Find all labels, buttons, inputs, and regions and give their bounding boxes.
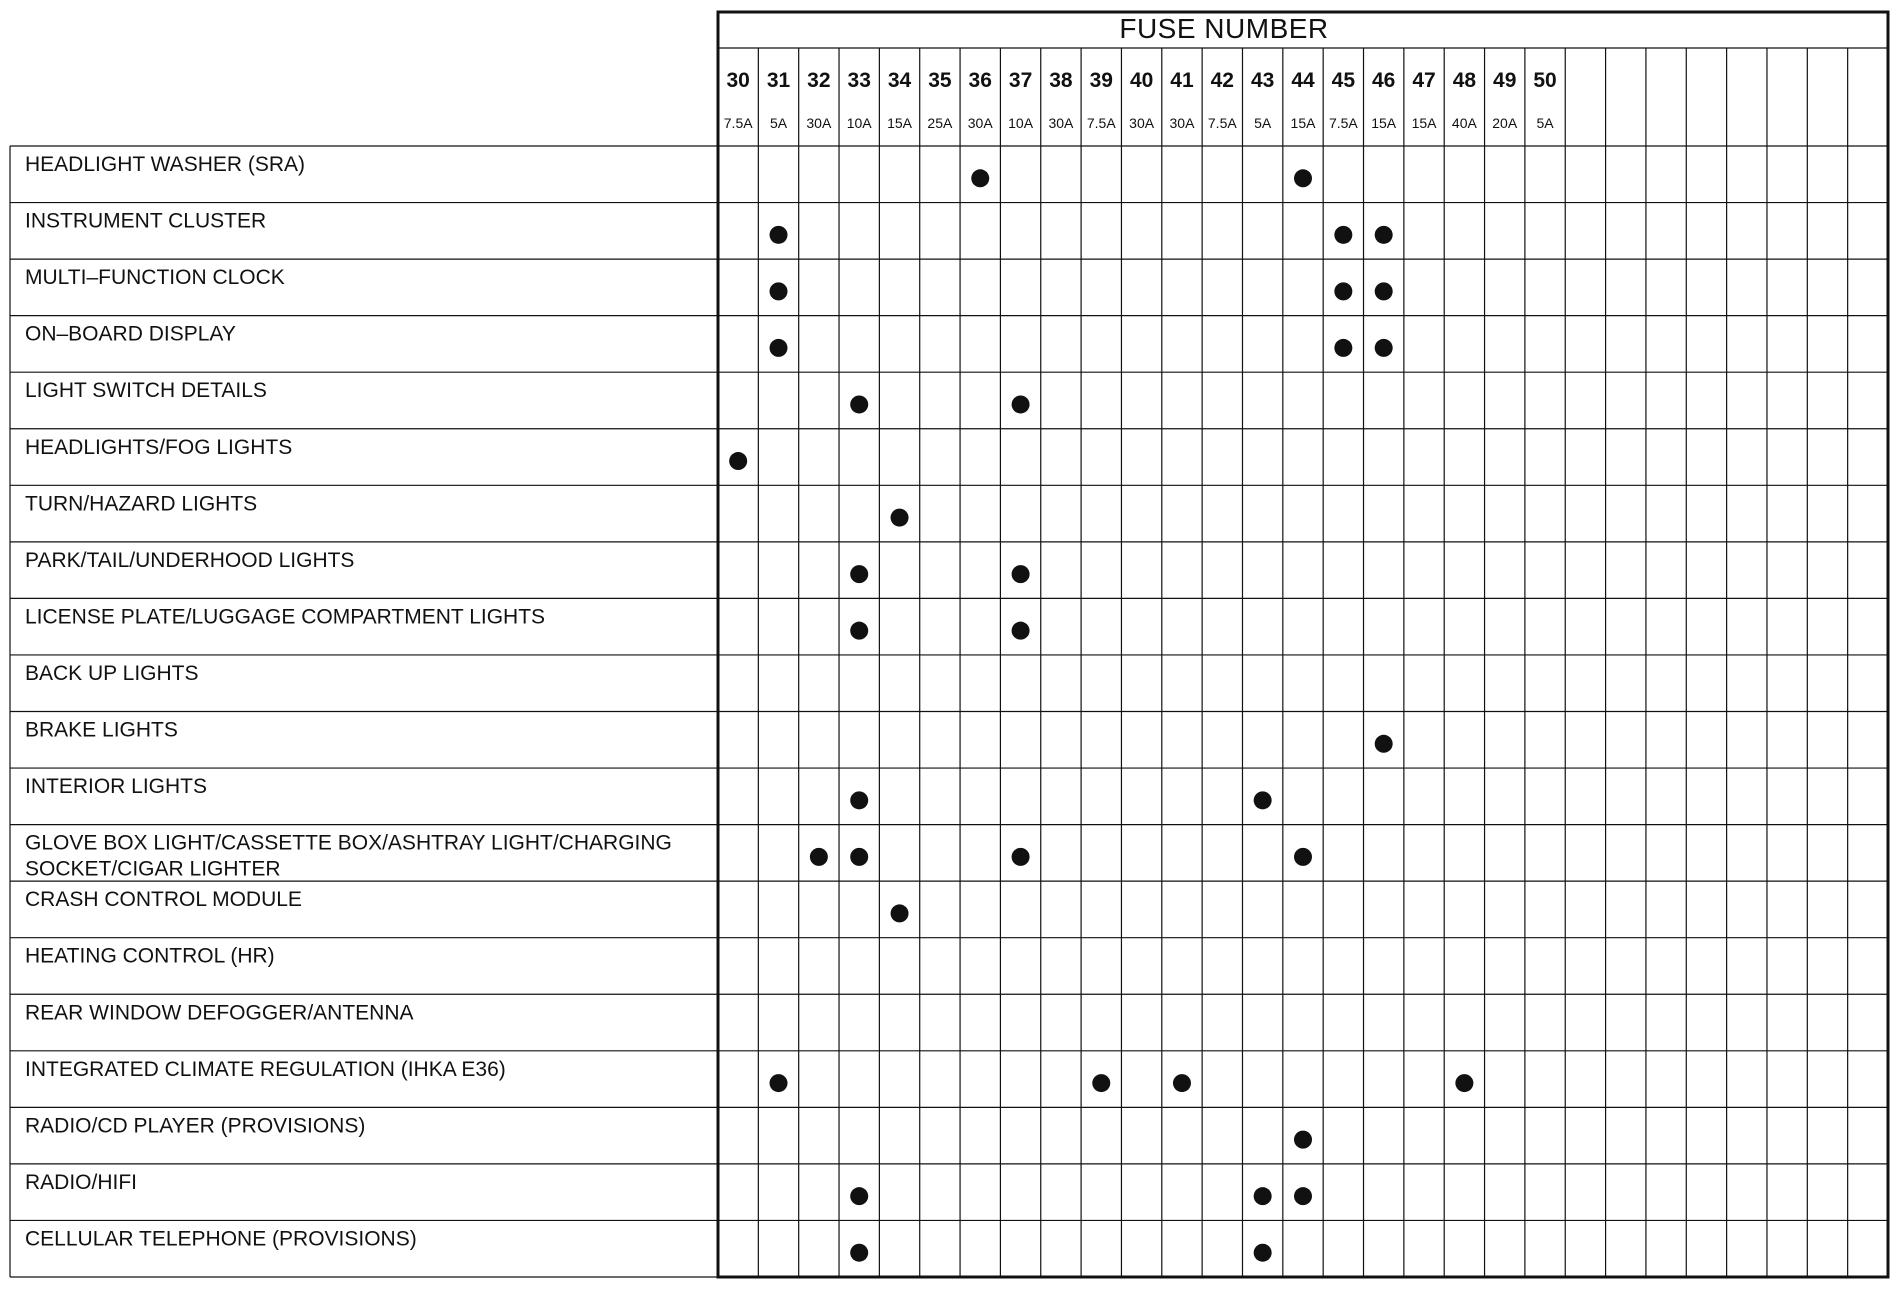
fuse-dot: [770, 339, 788, 357]
row-label: INSTRUMENT CLUSTER: [25, 209, 267, 233]
fuse-dot: [770, 282, 788, 300]
fuse-rating-label: 30A: [806, 115, 832, 131]
row-label: BACK UP LIGHTS: [25, 661, 199, 685]
fuse-number-label: 37: [1008, 69, 1033, 92]
fuse-rating-label: 15A: [887, 115, 913, 131]
fuse-number-header: FUSE NUMBER: [1119, 13, 1329, 44]
fuse-number-label: 40: [1129, 69, 1154, 92]
fuse-number-label: 49: [1493, 69, 1517, 92]
fuse-rating-label: 7.5A: [1207, 115, 1237, 131]
fuse-dot: [971, 169, 989, 187]
fuse-rating-label: 7.5A: [1086, 115, 1116, 131]
fuse-dot: [1012, 622, 1030, 640]
fuse-dot: [850, 1187, 868, 1205]
fuse-dot: [810, 848, 828, 866]
fuse-dot: [850, 1244, 868, 1262]
fuse-dot: [891, 509, 909, 527]
fuse-number-label: 39: [1089, 69, 1113, 92]
fuse-rating-label: 40A: [1451, 115, 1477, 131]
row-label: REAR WINDOW DEFOGGER/ANTENNA: [25, 1001, 414, 1025]
row-label: BRAKE LIGHTS: [25, 718, 178, 742]
fuse-dot: [1294, 1131, 1312, 1149]
fuse-rating-label: 15A: [1411, 115, 1437, 131]
fuse-dot: [770, 1074, 788, 1092]
row-label: ON–BOARD DISPLAY: [25, 322, 236, 346]
fuse-number-label: 42: [1210, 69, 1234, 92]
fuse-rating-label: 7.5A: [723, 115, 753, 131]
fuse-dot: [1334, 339, 1352, 357]
fuse-dot: [1375, 339, 1393, 357]
fuse-dot: [1092, 1074, 1110, 1092]
fuse-number-label: 31: [766, 69, 791, 92]
fuse-number-label: 50: [1533, 69, 1557, 92]
row-label: MULTI–FUNCTION CLOCK: [25, 266, 285, 290]
fuse-dot: [1334, 282, 1352, 300]
grid-lines: [10, 12, 1888, 1277]
fuse-dot: [850, 395, 868, 413]
fuse-number-label: 38: [1049, 69, 1073, 92]
fuse-dot: [891, 904, 909, 922]
fuse-rating-label: 20A: [1492, 115, 1518, 131]
grid-frame: [718, 12, 1888, 1277]
fuse-dot: [729, 452, 747, 470]
row-label: RADIO/HIFI: [25, 1170, 138, 1194]
fuse-dot: [1294, 1187, 1312, 1205]
row-label: HEADLIGHT WASHER (SRA): [25, 153, 306, 176]
fuse-dot: [850, 791, 868, 809]
fuse-dot: [1254, 1187, 1272, 1205]
fuse-rating-label: 25A: [927, 115, 953, 131]
row-label: CELLULAR TELEPHONE (PROVISIONS): [25, 1227, 417, 1251]
row-label: PARK/TAIL/UNDERHOOD LIGHTS: [25, 548, 355, 572]
row-label: LICENSE PLATE/LUGGAGE COMPARTMENT LIGHTS: [25, 605, 546, 629]
fuse-number-label: 47: [1412, 69, 1436, 92]
fuse-number-label: 48: [1452, 69, 1477, 92]
fuse-dots: [729, 169, 1473, 1261]
column-headers: [724, 69, 1557, 131]
row-label: RADIO/CD PLAYER (PROVISIONS): [25, 1114, 366, 1138]
fuse-rating-label: 10A: [846, 115, 872, 131]
fuse-number-label: 32: [807, 69, 831, 92]
fuse-dot: [1012, 848, 1030, 866]
fuse-dot: [850, 622, 868, 640]
fuse-dot: [850, 848, 868, 866]
fuse-rating-label: 10A: [1008, 115, 1034, 131]
row-label: INTERIOR LIGHTS: [25, 775, 208, 799]
fuse-number-label: 33: [847, 69, 871, 92]
fuse-number-label: 35: [928, 69, 952, 92]
fuse-rating-label: 30A: [1169, 115, 1195, 131]
row-label: GLOVE BOX LIGHT/CASSETTE BOX/ASHTRAY LIGHT/CHARGING: [25, 831, 672, 855]
row-label: HEATING CONTROL (HR): [25, 944, 275, 968]
fuse-number-label: 36: [968, 69, 992, 92]
fuse-number-label: 43: [1250, 69, 1275, 92]
fuse-dot: [1254, 1244, 1272, 1262]
row-label: TURN/HAZARD LIGHTS: [25, 492, 258, 516]
fuse-rating-label: 5A: [769, 115, 788, 131]
fuse-rating-label: 5A: [1536, 115, 1554, 131]
fuse-number-label: 30: [726, 69, 750, 92]
fuse-rating-label: 5A: [1254, 115, 1272, 131]
fuse-dot: [1334, 226, 1352, 244]
row-label: HEADLIGHTS/FOG LIGHTS: [25, 435, 293, 459]
fuse-rating-label: 7.5A: [1328, 115, 1358, 131]
fuse-dot: [1254, 791, 1272, 809]
fuse-rating-label: 30A: [1129, 115, 1155, 131]
fuse-dot: [1173, 1074, 1191, 1092]
fuse-dot: [1012, 565, 1030, 583]
row-label: INTEGRATED CLIMATE REGULATION (IHKA E36): [25, 1057, 506, 1081]
fuse-rating-label: 15A: [1290, 115, 1316, 131]
fuse-dot: [1294, 848, 1312, 866]
fuse-dot: [1012, 395, 1030, 413]
fuse-dot: [1294, 169, 1312, 187]
row-label: LIGHT SWITCH DETAILS: [25, 379, 267, 403]
fuse-number-label: 34: [887, 69, 912, 92]
row-label: SOCKET/CIGAR LIGHTER: [25, 857, 281, 881]
fuse-number-label: 46: [1372, 69, 1396, 92]
fuse-rating-label: 30A: [967, 115, 993, 131]
fuse-dot: [850, 565, 868, 583]
row-labels: [25, 153, 672, 1250]
fuse-rating-label: 30A: [1048, 115, 1074, 131]
fuse-dot: [770, 226, 788, 244]
fuse-number-label: 45: [1331, 69, 1356, 92]
fuse-rating-label: 15A: [1371, 115, 1397, 131]
row-label: CRASH CONTROL MODULE: [25, 888, 302, 912]
fuse-dot: [1375, 226, 1393, 244]
fuse-number-label: 44: [1291, 69, 1315, 92]
fuse-dot: [1455, 1074, 1473, 1092]
fuse-number-label: 41: [1170, 69, 1194, 92]
fuse-dot: [1375, 282, 1393, 300]
fuse-dot: [1375, 735, 1393, 753]
